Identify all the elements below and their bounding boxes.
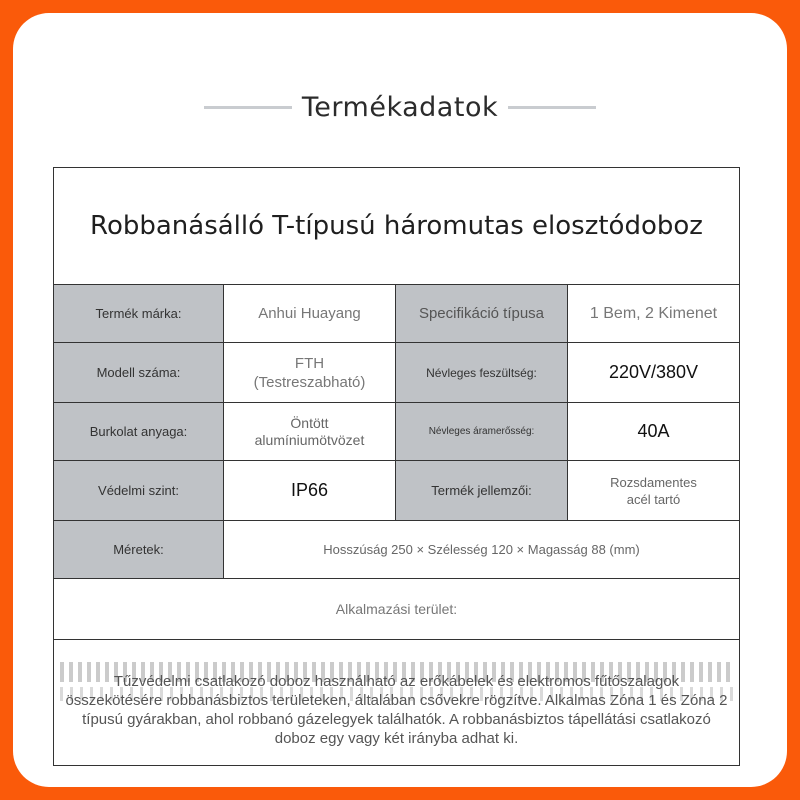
- model-value: [224, 343, 396, 403]
- model-value-line1: FTH: [294, 354, 325, 372]
- product-card: [13, 13, 787, 787]
- housing-value: [224, 403, 396, 461]
- features-value-line2: acél tartó: [626, 491, 681, 507]
- spec-type-value: 1 Bem, 2 Kimenet: [568, 285, 739, 343]
- product-title: Robbanásálló T-típusú háromutas elosztódoboz: [54, 168, 739, 285]
- dimensions-label: Méretek:: [54, 521, 224, 579]
- spec-table: [53, 167, 740, 766]
- section-header: [13, 90, 787, 124]
- voltage-label: Névleges feszültség:: [396, 343, 568, 403]
- model-value-line2: (Testreszabható): [253, 373, 366, 391]
- brand-value: Anhui Huayang: [224, 285, 396, 343]
- current-value: 40A: [568, 403, 739, 461]
- usage-label: Alkalmazási terület:: [54, 579, 739, 640]
- housing-label: Burkolat anyaga:: [54, 403, 224, 461]
- header-left-line: [204, 106, 292, 109]
- dimensions-value: Hosszúság 250 × Szélesség 120 × Magasság 88 (mm): [224, 521, 739, 579]
- usage-description: Tűzvédelmi csatlakozó doboz használható az erőkábelek és elektromos fűtőszalagok összekötésére robbanásbiztos területeken, általában csővekre rögzítve. Alkalmas Zóna 1 és Zóna 2 típusú gyárakban, ahol robbanó gázelegyek találhatók. A robbanásbiztos tápellátási csatlakozó doboz egy vagy két irányba adhat ki.: [65, 673, 728, 747]
- housing-value-line1: Öntött: [290, 414, 329, 431]
- usage-description-area: [54, 640, 739, 765]
- brand-label: Termék márka:: [54, 285, 224, 343]
- voltage-value: 220V/380V: [568, 343, 739, 403]
- spec-type-label: Specifikáció típusa: [396, 285, 568, 343]
- housing-value-line2: alumíniumötvözet: [254, 431, 365, 448]
- features-value: [568, 461, 739, 521]
- protection-value: IP66: [224, 461, 396, 521]
- protection-label: Védelmi szint:: [54, 461, 224, 521]
- header-right-line: [508, 106, 596, 109]
- features-value-line1: Rozsdamentes: [610, 474, 697, 490]
- section-title: Termékadatok: [301, 91, 499, 123]
- current-label: Névleges áramerősség:: [396, 403, 568, 461]
- model-label: Modell száma:: [54, 343, 224, 403]
- features-label: Termék jellemzői:: [396, 461, 568, 521]
